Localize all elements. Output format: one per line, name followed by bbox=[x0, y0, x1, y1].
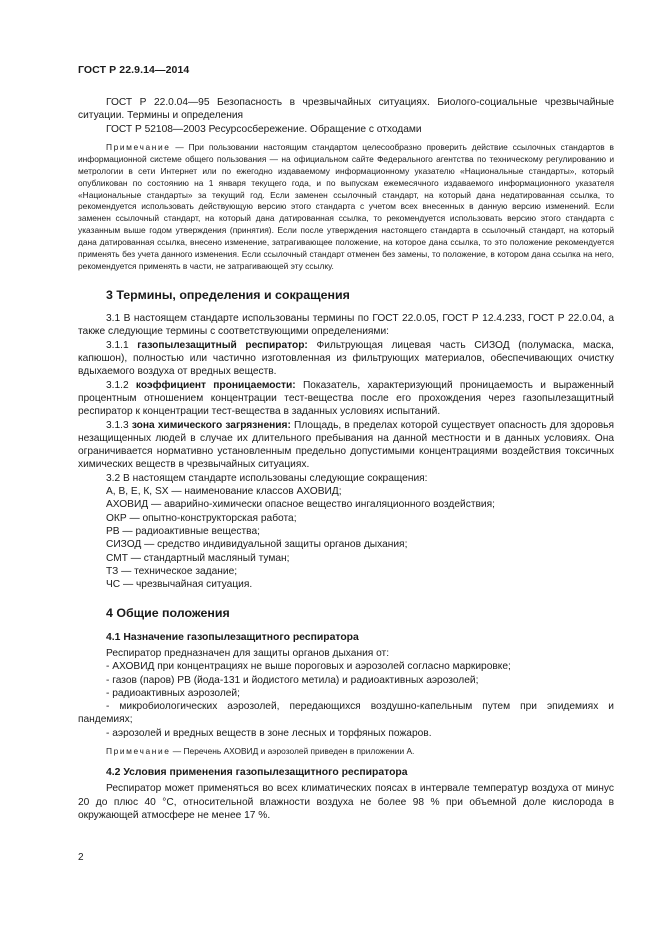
term-name: зона химического загрязнения: bbox=[131, 419, 291, 431]
note-text: — Перечень АХОВИД и аэрозолей приведен в приложении А. bbox=[170, 746, 415, 757]
term-3-1-1 bbox=[78, 339, 614, 379]
abbreviation-item: РВ — радиоактивные вещества; bbox=[106, 525, 260, 537]
purpose-list-item: - аэрозолей и вредных веществ в зоне лесных и торфяных пожаров. bbox=[106, 727, 432, 739]
abbreviation-item: А, В, Е, К, SX — наименование классов АХОВИД; bbox=[106, 486, 342, 498]
abbreviation-item: СИЗОД — средство индивидуальной защиты органов дыхания; bbox=[106, 539, 408, 551]
term-name: газопылезащитный респиратор: bbox=[137, 339, 308, 351]
term-number: 3.1.2 bbox=[106, 379, 136, 391]
subsection-4-1-intro: Респиратор предназначен для защиты органов дыхания от: bbox=[106, 647, 390, 659]
term-definition: Показатель, характеризующий проницаемость и выраженный процентным отношением концентрации тест-вещества после его прохождения через газопылезащитный респиратор к концентрации тест-вещества в заданных условиях испытаний. bbox=[78, 379, 614, 418]
standard-code-header: ГОСТ Р 22.9.14—2014 bbox=[78, 64, 190, 76]
abbreviation-item: ЧС — чрезвычайная ситуация. bbox=[106, 579, 253, 591]
section-4-title: 4 Общие положения bbox=[106, 606, 230, 621]
term-definition: Площадь, в пределах которой существует опасность для здоровья незащищенных людей в случае их длительного пребывания на данной местности и в данных условиях. Она ограничивается нормативно установленным предельно допустимыми концентрациями воздействия токсичных химических веществ в чрезвычайных ситуациях. bbox=[78, 419, 614, 471]
abbreviation-item: СМТ — стандартный масляный туман; bbox=[106, 552, 290, 564]
purpose-list-item: - газов (паров) РВ (йода-131 и йодистого метила) и радиоактивных аэрозолей; bbox=[106, 674, 479, 686]
subsection-4-2-title: 4.2 Условия применения газопылезащитного респиратора bbox=[106, 766, 408, 778]
subsection-4-1-note bbox=[78, 746, 614, 758]
reference-gost-22-0-04: ГОСТ Р 22.0.04—95 Безопасность в чрезвычайных ситуациях. Биолого-социальные чрезвычайные ситуации. Термины и определения bbox=[78, 97, 614, 122]
term-number: 3.1.1 bbox=[106, 339, 138, 351]
purpose-list-item: - радиоактивных аэрозолей; bbox=[106, 687, 240, 699]
subsection-4-2-text: Респиратор может применяться во всех климатических поясах в интервале температур воздуха от минус 20 до плюс 40 °С, относительной влажности воздуха не более 98 % при объемной доле кислорода в окружающей атмосфере не менее 17 %. bbox=[78, 783, 614, 821]
section-3-intro: 3.1 В настоящем стандарте использованы термины по ГОСТ 22.0.05, ГОСТ Р 12.4.233, ГОСТ Р 22.0.04, а также следующие термины с соответствующими определениями: bbox=[78, 313, 614, 338]
term-name: коэффициент проницаемости: bbox=[135, 379, 296, 391]
note-label: Примечание bbox=[106, 746, 171, 757]
page-body bbox=[78, 96, 614, 822]
reference-gost-52108: ГОСТ Р 52108—2003 Ресурсосбережение. Обращение с отходами bbox=[106, 123, 422, 135]
subsection-4-1-title: 4.1 Назначение газопылезащитного респиратора bbox=[106, 631, 359, 643]
normative-note bbox=[78, 142, 614, 273]
abbreviations-intro: 3.2 В настоящем стандарте использованы следующие сокращения: bbox=[106, 472, 428, 484]
abbreviation-item: ТЗ — техническое задание; bbox=[106, 565, 238, 577]
term-3-1-2 bbox=[78, 379, 614, 419]
term-3-1-3 bbox=[78, 419, 614, 472]
purpose-list-item: - микробиологических аэрозолей, передающихся воздушно-капельным путем при эпидемиях и пандемиях; bbox=[78, 701, 614, 726]
term-number: 3.1.3 bbox=[106, 419, 132, 431]
purpose-list-item: - АХОВИД при концентрациях не выше пороговых и аэрозолей согласно маркировке; bbox=[106, 661, 511, 673]
page-number: 2 bbox=[78, 852, 84, 863]
term-definition: Фильтрующая лицевая часть СИЗОД (полумаска, маска, капюшон), полностью или частично изготовленная из фильтрующих материалов, обеспечивающих очистку вдыхаемого воздуха от вредных веществ. bbox=[78, 339, 615, 378]
section-3-title: 3 Термины, определения и сокращения bbox=[106, 287, 350, 302]
note-text: — При пользовании настоящим стандартом целесообразно проверить действие ссылочных стандартов в информационной системе общего пользования — на официальном сайте Федерального агентства по техническому регулированию и метрологии в сети Интернет или по ежегодно издаваемому информационному указателю «Национальные стандарты», который опубликован по состоянию на 1 января текущего года, и по выпускам ежемесячного издаваемого информационного указателя «Национальные стандарты» за текущий год. Если заменен ссылочный стандарт, на который дана недатированная ссылка, то рекомендуется использовать действующую версию этого стандарта с учетом всех внесенных в данную версию изменений. Если заменен ссылочный стандарт, на который дана датированная ссылка, то рекомендуется использовать версию этого стандарта с указанным выше годом утверждения (принятия). Если после утверждения настоящего стандарта в ссылочный стандарт, на который дана датированная ссылка, внесено изменение, затрагивающее положение, на которое дана ссылка, то это положение рекомендуется применять без учета данного изменения. Если ссылочный стандарт отменен без замены, то положение, в котором дана ссылка на него, рекомендуется применять в части, не затрагивающей эту ссылку. bbox=[78, 141, 614, 271]
abbreviation-item: ОКР — опытно-конструкторская работа; bbox=[106, 512, 297, 524]
note-label: Примечание bbox=[106, 141, 171, 152]
abbreviation-item: АХОВИД — аварийно-химически опасное вещество ингаляционного воздействия; bbox=[106, 499, 495, 511]
